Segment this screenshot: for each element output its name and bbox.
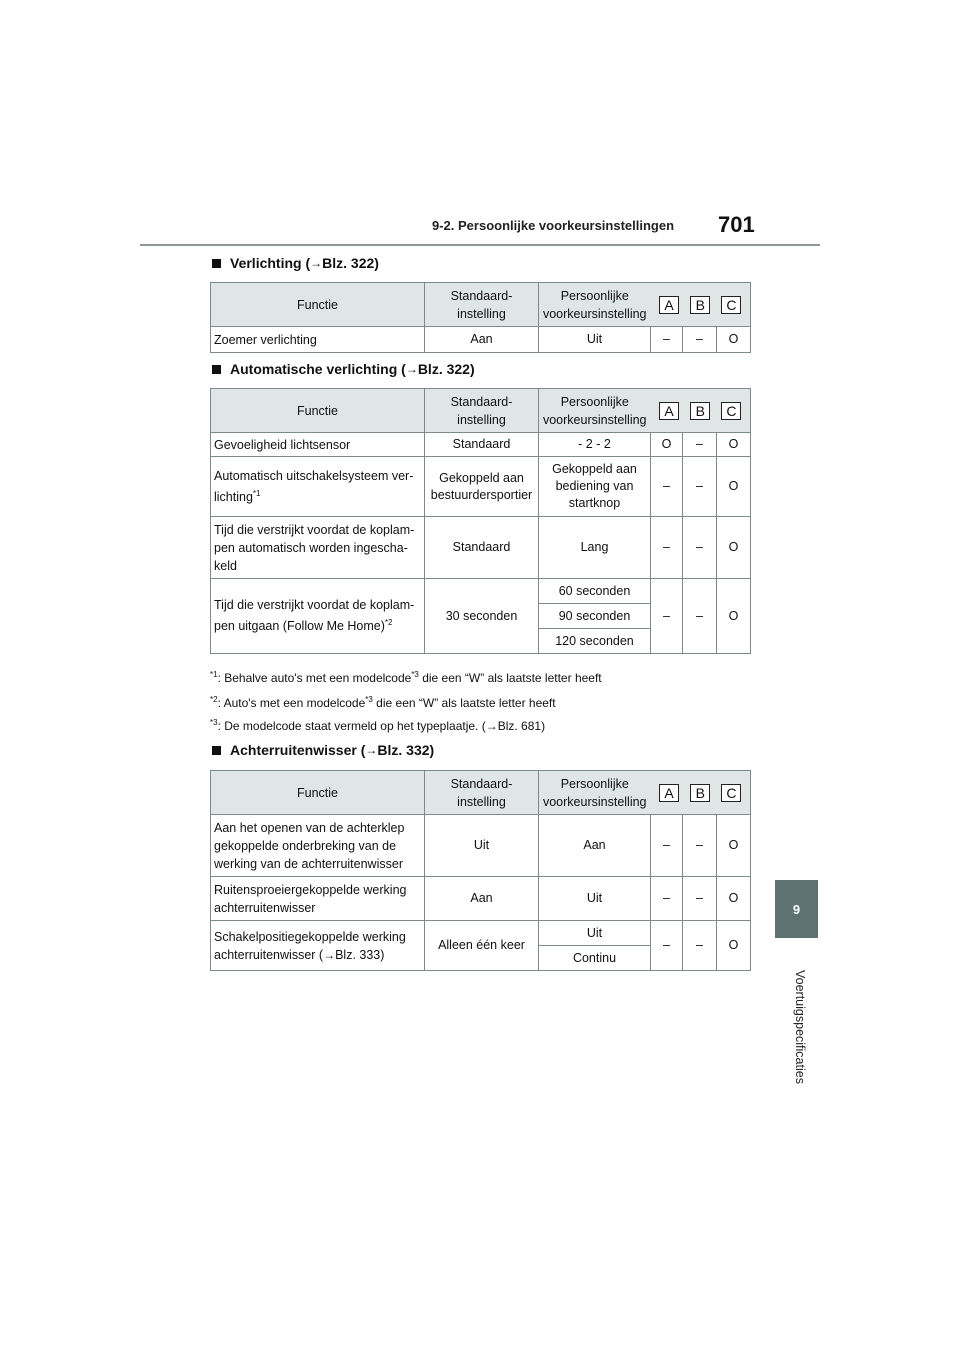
cell-a: – <box>651 327 683 353</box>
cell-function-text: Tijd die verstrijkt voordat de koplam- pen uitgaan (Follow Me Home) <box>214 598 415 634</box>
cell-b: – <box>683 877 717 921</box>
cell-c: O <box>717 579 751 654</box>
cell-personal: Gekoppeld aan bediening van startknop <box>539 457 651 517</box>
page-reference: Blz. 322) <box>322 255 379 271</box>
cell-function <box>211 457 425 517</box>
column-header-function: Functie <box>211 771 425 815</box>
column-label-b: B <box>690 784 710 802</box>
page-reference: Blz. 332) <box>377 742 435 758</box>
footnote-text: : De modelcode staat vermeld op het typeplaatje. ( <box>217 719 486 733</box>
cell-c: O <box>717 815 751 877</box>
arrow-icon: → <box>405 362 418 376</box>
cell-b: – <box>683 579 717 654</box>
page-number: 701 <box>718 212 755 237</box>
settings-table-achterruitenwisser <box>210 770 751 971</box>
column-label-a: A <box>659 784 679 802</box>
section-heading-achterruitenwisser <box>212 742 434 758</box>
column-label-b: B <box>690 296 710 314</box>
cell-function: Aan het openen van de achterklep gekoppelde onderbreking van de werking van de achterruitenwisser <box>211 815 425 877</box>
column-header-default: Standaard- instelling <box>425 771 539 815</box>
cell-c: O <box>717 457 751 517</box>
cell-default: Standaard <box>425 517 539 579</box>
cell-a: – <box>651 877 683 921</box>
footnote-text: : Auto's met een modelcode <box>217 696 366 710</box>
cell-personal: Lang <box>539 517 651 579</box>
arrow-icon: → <box>323 947 336 962</box>
table-header-row <box>211 389 751 433</box>
cell-function: Ruitensproeiergekoppelde werking achterruitenwisser <box>211 877 425 921</box>
column-label-c: C <box>721 784 741 802</box>
column-header-function: Functie <box>211 283 425 327</box>
cell-default: Alleen één keer <box>425 921 539 971</box>
cell-personal-option: Continu <box>539 946 651 971</box>
cell-a: – <box>651 457 683 517</box>
section-header-title: 9-2. Persoonlijke voorkeursinstellingen <box>432 218 675 233</box>
cell-b: – <box>683 517 717 579</box>
cell-function: Gevoeligheid lichtsensor <box>211 433 425 457</box>
column-header-personal: Persoonlijke voorkeursinstelling <box>539 283 651 327</box>
footnote-mark: *3 <box>365 695 373 704</box>
column-header-default: Standaard- instelling <box>425 389 539 433</box>
cell-function <box>211 921 425 971</box>
cell-default: 30 seconden <box>425 579 539 654</box>
column-header-function: Functie <box>211 389 425 433</box>
section-heading-automatische-verlichting <box>212 361 475 377</box>
cell-personal-option: 60 seconden <box>539 579 651 604</box>
column-header-personal: Persoonlijke voorkeursinstelling <box>539 389 651 433</box>
cell-personal-option: 90 seconden <box>539 604 651 629</box>
cell-a: – <box>651 517 683 579</box>
footnote-marker: *1 <box>252 488 261 498</box>
cell-b: – <box>683 327 717 353</box>
footnote-mark: *2 <box>210 695 218 704</box>
footnote-1 <box>210 670 602 685</box>
cell-function <box>211 579 425 654</box>
settings-table-automatische-verlichting <box>210 388 751 654</box>
chapter-tab-label: Voertuigspecificaties <box>793 970 807 1084</box>
table-row <box>211 327 751 353</box>
header-divider <box>140 244 820 246</box>
column-label-b: B <box>690 402 710 420</box>
section-heading-verlichting <box>212 255 379 271</box>
arrow-icon: → <box>485 719 498 733</box>
cell-a: – <box>651 921 683 971</box>
cell-personal: - 2 - 2 <box>539 433 651 457</box>
cell-c: O <box>717 921 751 971</box>
column-header-default: Standaard- instelling <box>425 283 539 327</box>
section-title: Verlichting ( <box>230 255 311 271</box>
section-title: Achterruitenwisser ( <box>230 742 366 758</box>
cell-c: O <box>717 433 751 457</box>
footnote-text: die een “W” als laatste letter heeft <box>418 671 602 685</box>
square-bullet-icon <box>212 259 221 268</box>
cell-default: Standaard <box>425 433 539 457</box>
cell-personal: Aan <box>539 815 651 877</box>
cell-b: – <box>683 815 717 877</box>
footnote-text: die een “W” als laatste letter heeft <box>372 696 556 710</box>
column-label-c: C <box>721 402 741 420</box>
table-row <box>211 457 751 517</box>
cell-default: Aan <box>425 327 539 353</box>
cell-b: – <box>683 921 717 971</box>
settings-table-verlichting <box>210 282 751 353</box>
page-reference: Blz. 322) <box>417 361 475 377</box>
cell-b: – <box>683 457 717 517</box>
footnote-mark: *1 <box>210 670 218 679</box>
cell-c: O <box>717 517 751 579</box>
column-label-c: C <box>721 296 741 314</box>
column-header-personal: Persoonlijke voorkeursinstelling <box>539 771 651 815</box>
cell-b: – <box>683 433 717 457</box>
cell-personal-option: 120 seconden <box>539 629 651 654</box>
column-header-abc <box>651 283 751 327</box>
footnote-mark: *3 <box>210 718 218 727</box>
footnote-2 <box>210 695 556 710</box>
column-label-a: A <box>659 296 679 314</box>
footnote-marker: *2 <box>384 618 393 628</box>
table-row <box>211 579 751 604</box>
footnote-text: : Behalve auto's met een modelcode <box>217 671 412 685</box>
cell-a: – <box>651 815 683 877</box>
footnote-3 <box>210 718 545 733</box>
table-row <box>211 815 751 877</box>
cell-personal: Uit <box>539 877 651 921</box>
table-header-row <box>211 283 751 327</box>
table-row <box>211 921 751 946</box>
table-row <box>211 517 751 579</box>
column-header-abc <box>651 771 751 815</box>
cell-c: O <box>717 327 751 353</box>
cell-personal-option: Uit <box>539 921 651 946</box>
column-header-abc <box>651 389 751 433</box>
cell-default: Gekoppeld aan bestuurdersportier <box>425 457 539 517</box>
cell-a: O <box>651 433 683 457</box>
arrow-icon: → <box>310 256 323 270</box>
column-label-a: A <box>659 402 679 420</box>
footnote-text: Blz. 681) <box>497 719 546 733</box>
cell-personal: Uit <box>539 327 651 353</box>
cell-a: – <box>651 579 683 654</box>
section-title: Automatische verlichting ( <box>230 361 406 377</box>
footnote-mark: *3 <box>411 670 419 679</box>
cell-c: O <box>717 877 751 921</box>
table-row <box>211 433 751 457</box>
table-header-row <box>211 771 751 815</box>
cell-function: Zoemer verlichting <box>211 327 425 353</box>
cell-function-text: Schakelpositiegekoppelde werking achterruitenwisser ( <box>214 929 406 962</box>
chapter-tab: 9 <box>775 880 818 938</box>
cell-default: Aan <box>425 877 539 921</box>
page-reference: Blz. 333) <box>335 947 385 962</box>
square-bullet-icon <box>212 746 221 755</box>
cell-function-text: Automatisch uitschakelsysteem ver- lichting <box>214 468 414 505</box>
cell-default: Uit <box>425 815 539 877</box>
arrow-icon: → <box>365 743 378 757</box>
square-bullet-icon <box>212 365 221 374</box>
cell-function: Tijd die verstrijkt voordat de koplam- pen automatisch worden ingescha- keld <box>211 517 425 579</box>
table-row <box>211 877 751 921</box>
